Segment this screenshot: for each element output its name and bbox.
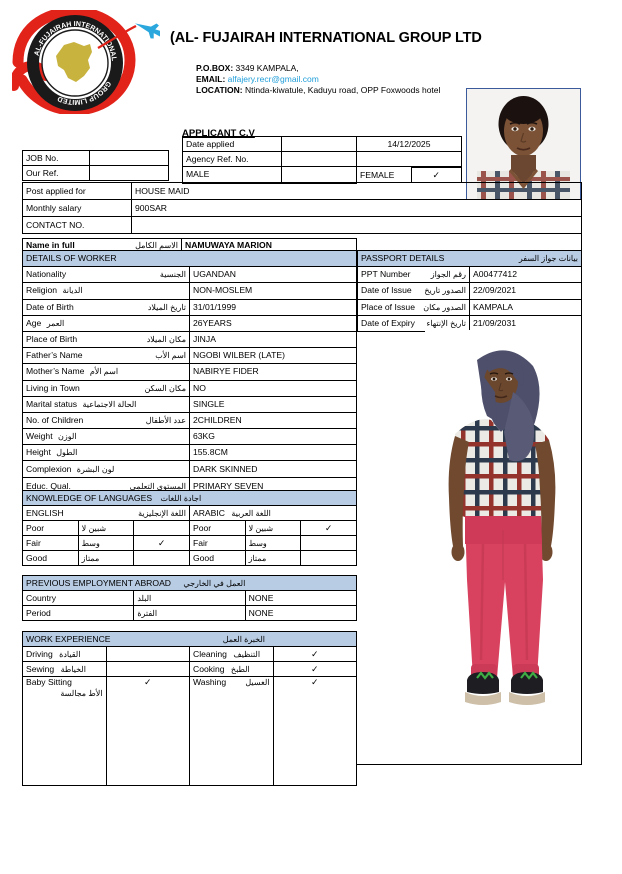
baby-sitting-checkbox[interactable]: ✓ [106, 677, 190, 786]
date-of-issue-value[interactable]: 22/09/2021 [470, 283, 582, 299]
table-row [23, 412, 357, 428]
table-row [23, 662, 357, 677]
nationality-label [23, 267, 190, 283]
arabic-language-cell [189, 506, 356, 521]
languages-header-ar: اجادة اللغات [160, 493, 202, 503]
label-en: Cooking [193, 663, 225, 674]
passport-details-table [357, 250, 582, 332]
date-applied-mid [282, 137, 357, 152]
father-name-value[interactable]: NGOBI WILBER (LATE) [190, 348, 357, 364]
living-in-town-value[interactable]: NO [190, 380, 357, 396]
table-row [23, 677, 357, 786]
table-row [183, 152, 462, 167]
table-row [23, 521, 357, 536]
country-value[interactable]: NONE [245, 591, 356, 606]
label-ar: لون البشرة [76, 464, 115, 474]
languages-header-en: KNOWLEDGE OF LANGUAGES [26, 492, 153, 503]
sewing-checkbox[interactable] [106, 662, 190, 677]
pobox-value: 3349 KAMPALA, [233, 63, 299, 73]
arabic-poor-checkbox[interactable]: ✓ [301, 521, 357, 536]
female-label: FEMALE [357, 168, 412, 183]
details-header-row [23, 251, 357, 267]
arabic-fair-checkbox[interactable] [301, 536, 357, 551]
label-ar: العمر [46, 318, 65, 328]
height-value[interactable]: 155.8CM [190, 445, 357, 461]
label-ar: المستوى التعلمي [129, 481, 186, 491]
monthly-salary-value[interactable]: 900SAR [132, 200, 582, 217]
applicant-cv-title: APPLICANT C.V [182, 128, 255, 139]
table-row [23, 536, 357, 551]
label-ar: الغسيل [245, 678, 270, 687]
education-value[interactable]: PRIMARY SEVEN [190, 477, 357, 495]
country-label: Country [23, 591, 134, 606]
table-row [183, 137, 462, 152]
country-label-ar: البلد [134, 591, 245, 606]
label-en: Sewing [26, 663, 55, 674]
knowledge-of-languages-table [22, 490, 357, 566]
label-en: Weight [26, 431, 53, 442]
pobox-label: P.O.BOX: [196, 63, 234, 73]
driving-label [23, 647, 107, 662]
table-row [23, 217, 582, 234]
english-name-ar: اللغة الإنجليزية [138, 508, 186, 518]
label-en: Washing [193, 677, 227, 687]
company-title: (AL- FUJAIRAH INTERNATIONAL GROUP LTD [170, 30, 482, 46]
english-good-label: Good [23, 551, 79, 566]
label-en: PPT Number [361, 269, 411, 280]
details-of-worker-table [22, 250, 357, 496]
arabic-poor-label: Poor [189, 521, 245, 536]
table-row [23, 380, 357, 396]
arabic-name-ar: اللغة العربية [231, 508, 271, 518]
email-line [196, 74, 319, 84]
job-reference-table [22, 150, 169, 181]
table-row [23, 551, 357, 566]
work-header-ar: الخبرة العمل [222, 634, 265, 644]
label-ar: الديانة [62, 286, 83, 296]
label-en: Father’s Name [26, 350, 83, 361]
age-value[interactable]: 26YEARS [190, 315, 357, 331]
table-row [23, 200, 582, 217]
label-ar: الصدور تاريخ [424, 286, 466, 296]
job-no-value[interactable] [90, 151, 169, 166]
label-en: Nationality [26, 269, 67, 280]
arabic-poor-label-ar: شبين لا [245, 521, 301, 536]
height-label [23, 445, 190, 461]
children-label [23, 412, 190, 428]
label-en: Height [26, 447, 51, 458]
label-ar: مكان السكن [144, 383, 186, 393]
email-label: EMAIL: [196, 74, 226, 84]
english-good-label-ar: ممتاز [78, 551, 134, 566]
label-en: No. of Children [26, 414, 84, 425]
driving-checkbox[interactable] [106, 647, 190, 662]
email-value[interactable]: alfajery.recr@gmail.com [225, 74, 319, 84]
table-row [23, 151, 169, 166]
english-name-en: ENGLISH [26, 507, 64, 518]
mother-name-value[interactable]: NABIRYE FIDER [190, 364, 357, 380]
work-experience-table [22, 631, 357, 786]
languages-header-row [23, 491, 357, 506]
religion-label [23, 283, 190, 299]
location-label: LOCATION: [196, 85, 243, 95]
table-row [23, 267, 357, 283]
nationality-value[interactable]: UGANDAN [190, 267, 357, 283]
father-name-label [23, 348, 190, 364]
sewing-label [23, 662, 107, 677]
date-applied-label: Date applied [183, 137, 282, 152]
dob-value[interactable]: 31/01/1999 [190, 299, 357, 315]
period-value[interactable]: NONE [245, 606, 356, 621]
cleaning-label [190, 647, 274, 662]
table-row [23, 429, 357, 445]
previous-employment-header [23, 576, 357, 591]
label-en: Religion [26, 285, 58, 296]
agency-ref-mid [282, 152, 357, 167]
full-body-photo-icon [425, 330, 590, 775]
label-en: Mother’s Name [26, 366, 85, 377]
arabic-good-checkbox[interactable] [301, 551, 357, 566]
label-ar: تاريخ الإنتهاء [426, 318, 466, 328]
marital-status-value[interactable]: SINGLE [190, 396, 357, 412]
table-row [23, 331, 357, 347]
marital-status-label [23, 396, 190, 412]
place-of-birth-value[interactable]: JINJA [190, 331, 357, 347]
label-ar: رقم الجواز [430, 270, 466, 280]
arabic-good-label: Good [189, 551, 245, 566]
date-applied-table [182, 136, 462, 184]
cleaning-checkbox[interactable]: ✓ [273, 647, 357, 662]
post-applied-label: Post applied for [23, 183, 132, 200]
living-in-town-label [23, 380, 190, 396]
table-row [23, 591, 357, 606]
label-ar: الحالة الاجتماعية [82, 399, 137, 409]
airplane-icon [132, 16, 160, 44]
english-fair-checkbox[interactable]: ✓ [134, 536, 190, 551]
period-label: Period [23, 606, 134, 621]
table-row [23, 445, 357, 461]
table-row [23, 315, 357, 331]
label-ar: الطول [56, 448, 78, 458]
contact-no-value[interactable] [132, 217, 582, 234]
label-ar: القيادة [59, 649, 81, 659]
label-ar: الصدور مكان [423, 302, 466, 312]
table-row [23, 166, 169, 181]
passport-details-header [358, 251, 582, 267]
table-row [358, 315, 582, 331]
table-row [23, 396, 357, 412]
label-ar: عدد الأطفال [145, 415, 186, 425]
complexion-value[interactable]: DARK SKINNED [190, 461, 357, 477]
logo-icon [12, 10, 160, 114]
ppt-number-value[interactable]: A00477412 [470, 267, 582, 283]
table-row [23, 283, 357, 299]
label-ar: تاريخ الميلاد [147, 302, 186, 312]
place-of-birth-label [23, 331, 190, 347]
period-label-ar: الفترة [134, 606, 245, 621]
label-en: Date of Birth [26, 301, 74, 312]
label-en: Baby Sitting [26, 677, 72, 687]
table-row [23, 183, 582, 200]
weight-label [23, 429, 190, 445]
baby-sitting-label [23, 677, 107, 786]
english-fair-label: Fair [23, 536, 79, 551]
table-row [358, 267, 582, 283]
table-row [358, 283, 582, 299]
english-poor-label-ar: شبين لا [78, 521, 134, 536]
language-names-row [23, 506, 357, 521]
label-en: Cleaning [193, 648, 227, 659]
label-ar: الطبخ [230, 664, 250, 674]
religion-value[interactable]: NON-MOSLEM [190, 283, 357, 299]
label-en: Educ. Qual. [26, 480, 71, 491]
passport-header-row [358, 251, 582, 267]
arabic-good-label-ar: ممتاز [245, 551, 301, 566]
post-applied-table [22, 182, 582, 234]
agency-ref-label: Agency Ref. No. [183, 152, 282, 167]
prev-header-en: PREVIOUS EMPLOYMENT ABROAD [26, 577, 172, 588]
table-row [23, 461, 357, 477]
label-en: Living in Town [26, 382, 80, 393]
location-value: Ntinda-kiwatule, Kaduyu road, OPP Foxwoods hotel [242, 85, 441, 95]
post-applied-value[interactable]: HOUSE MAID [132, 183, 582, 200]
table-row [23, 348, 357, 364]
label-en: Date of Expiry [361, 317, 415, 328]
label-en: Date of Issue [361, 285, 412, 296]
previous-employment-header-row [23, 576, 357, 591]
form-right-border [581, 182, 582, 765]
place-of-issue-value[interactable]: KAMPALA [470, 299, 582, 315]
label-ar: اسم الأم [89, 367, 119, 377]
male-label: MALE [183, 167, 282, 184]
job-no-label: JOB No. [23, 151, 90, 166]
english-poor-checkbox[interactable] [134, 521, 190, 536]
label-ar: الجنسية [159, 270, 186, 280]
place-of-issue-label [358, 299, 470, 315]
cooking-checkbox[interactable]: ✓ [273, 662, 357, 677]
label-ar: مكان الميلاد [146, 335, 186, 345]
table-row [23, 647, 357, 662]
cooking-label [190, 662, 274, 677]
details-of-worker-header: DETAILS OF WORKER [23, 251, 357, 267]
ppt-number-label [358, 267, 470, 283]
washing-checkbox[interactable]: ✓ [273, 677, 357, 786]
our-ref-value[interactable] [90, 166, 169, 181]
svg-text:AL-FUJAIRAH INTERNATIONAL: AL-FUJAIRAH INTERNATIONAL [32, 19, 118, 62]
contact-no-label: CONTACT NO. [23, 217, 132, 234]
form-bottom-border [357, 764, 582, 765]
agency-ref-value[interactable] [357, 152, 462, 167]
english-poor-label: Poor [23, 521, 79, 536]
name-in-full-value[interactable]: NAMUWAYA MARION [182, 239, 357, 253]
languages-header [23, 491, 357, 506]
arabic-fair-label: Fair [189, 536, 245, 551]
children-value[interactable]: 2CHILDREN [190, 412, 357, 428]
arabic-fair-label-ar: وسط [245, 536, 301, 551]
age-label [23, 315, 190, 331]
applicant-full-body-photo [425, 330, 590, 775]
our-ref-label: Our Ref. [23, 166, 90, 181]
previous-employment-table [22, 575, 357, 621]
female-checkbox[interactable]: ✓ [412, 168, 461, 183]
name-label-en: Name in full [26, 239, 75, 250]
dob-label [23, 299, 190, 315]
label-ar: الخياطة [60, 664, 86, 674]
label-en: Age [26, 317, 42, 328]
mother-name-label [23, 364, 190, 380]
passport-header-en: PASSPORT DETAILS [361, 253, 445, 264]
label-en: Place of Issue [361, 301, 415, 312]
work-experience-header-row [23, 632, 357, 647]
table-row [358, 299, 582, 315]
date-of-issue-label [358, 283, 470, 299]
label-ar: الأط مجالسة [60, 689, 103, 698]
table-row [23, 299, 357, 315]
passport-header-ar: بيانات جواز السفر [518, 254, 578, 264]
date-applied-value[interactable]: 14/12/2025 [357, 137, 462, 152]
work-header-en: WORK EXPERIENCE [26, 633, 111, 644]
label-en: Place of Birth [26, 334, 78, 345]
work-experience-header [23, 632, 357, 647]
arabic-name-en: ARABIC [192, 507, 225, 518]
label-ar: الوزن [57, 432, 77, 442]
gender-row [183, 167, 462, 184]
pobox-line [196, 63, 299, 73]
table-row [23, 606, 357, 621]
prev-header-ar: العمل في الخارجي [183, 578, 246, 588]
label-ar: اسم الأب [155, 351, 186, 361]
table-row [23, 364, 357, 380]
english-fair-label-ar: وسط [78, 536, 134, 551]
english-good-checkbox[interactable] [134, 551, 190, 566]
svg-text:GROUP LIMITED: GROUP LIMITED [56, 79, 113, 107]
complexion-label [23, 461, 190, 477]
label-en: Complexion [26, 463, 72, 474]
english-language-cell [23, 506, 190, 521]
washing-label [190, 677, 274, 786]
label-ar: التنظيف [233, 649, 261, 659]
date-of-expiry-value[interactable]: 21/09/2031 [470, 315, 582, 331]
company-logo [12, 10, 160, 114]
label-en: Driving [26, 648, 53, 659]
location-line [196, 85, 440, 95]
date-of-expiry-label [358, 315, 470, 331]
weight-value[interactable]: 63KG [190, 429, 357, 445]
label-en: Marital status [26, 398, 78, 409]
male-checkbox[interactable] [282, 167, 357, 184]
name-label-ar: الاسم الكامل [135, 240, 178, 250]
monthly-salary-label: Monthly salary [23, 200, 132, 217]
